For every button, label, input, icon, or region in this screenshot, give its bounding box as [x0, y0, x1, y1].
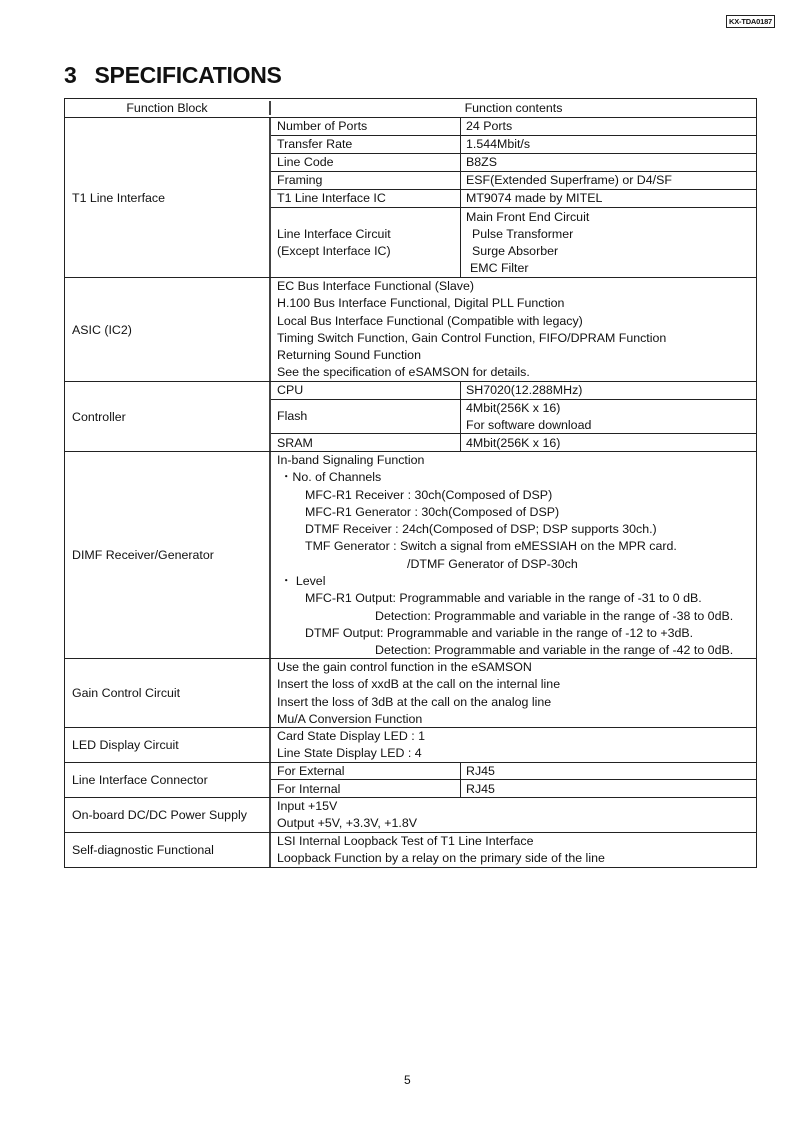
- function-block-label: On-board DC/DC Power Supply: [65, 798, 271, 832]
- spec-row: [65, 833, 756, 868]
- function-contents: [271, 278, 756, 381]
- sub-row-value: [461, 172, 756, 189]
- key-line: Line Interface Circuit: [277, 227, 391, 241]
- sub-row-key: [271, 172, 461, 189]
- sub-row-value: [461, 118, 756, 135]
- spec-row: [65, 118, 756, 278]
- value-line: EMC Filter: [470, 261, 529, 275]
- content-line: Detection: Programmable and variable in the range of -38 to 0dB.: [375, 608, 734, 623]
- key-line: For Internal: [277, 781, 341, 796]
- function-contents: [271, 382, 756, 451]
- content-line: TMF Generator : Switch a signal from eMESSIAH on the MPR card.: [305, 539, 677, 554]
- function-block-label: Controller: [65, 382, 271, 451]
- function-block-label: LED Display Circuit: [65, 728, 271, 762]
- sub-row: [271, 190, 756, 208]
- spec-row: [65, 763, 756, 798]
- key-line: Framing: [277, 173, 323, 187]
- function-block-label: Gain Control Circuit: [65, 659, 271, 727]
- value-line: ESF(Extended Superframe) or D4/SF: [466, 173, 672, 187]
- content-line: ・No. of Channels: [280, 470, 382, 485]
- sub-row-key: [271, 780, 461, 798]
- sub-row-key: [271, 763, 461, 779]
- content-line: Loopback Function by a relay on the primary side of the line: [277, 851, 605, 866]
- sub-row: [271, 118, 756, 136]
- value-line: Pulse Transformer: [472, 227, 574, 241]
- sub-row-key: [271, 136, 461, 153]
- key-line: SRAM: [277, 435, 313, 450]
- sub-row-value: [461, 400, 756, 433]
- sub-row: [271, 208, 756, 278]
- content-line: EC Bus Interface Functional (Slave): [277, 279, 474, 293]
- function-block-label: Line Interface Connector: [65, 763, 271, 797]
- content-line: Detection: Programmable and variable in the range of -42 to 0dB.: [375, 643, 734, 658]
- value-line: 24 Ports: [466, 119, 513, 133]
- function-contents: [271, 728, 756, 762]
- spec-row: [65, 278, 756, 382]
- model-number-badge: KX-TDA0187: [726, 15, 775, 28]
- content-line: Output +5V, +3.3V, +1.8V: [277, 816, 417, 831]
- page-number: 5: [404, 1073, 411, 1087]
- header-function-block: Function Block: [65, 101, 271, 115]
- page-title: [64, 62, 282, 89]
- sub-row-key: [271, 434, 461, 452]
- value-line: 1.544Mbit/s: [466, 137, 531, 151]
- function-block-label: DIMF Receiver/Generator: [65, 452, 271, 658]
- value-line: Surge Absorber: [472, 244, 559, 258]
- value-line: B8ZS: [466, 155, 497, 169]
- value-line: SH7020(12.288MHz): [466, 383, 583, 397]
- sub-row-value: [461, 382, 756, 399]
- content-line: ・ Level: [280, 574, 326, 589]
- key-line: For External: [277, 763, 345, 778]
- content-line: Mu/A Conversion Function: [277, 711, 423, 726]
- sub-row-value: [461, 190, 756, 207]
- function-block-label: T1 Line Interface: [65, 118, 271, 277]
- content-line: MFC-R1 Generator : 30ch(Composed of DSP): [305, 504, 560, 519]
- sub-row: [271, 136, 756, 154]
- content-line: Use the gain control function in the eSAMSON: [277, 660, 532, 674]
- sub-row: [271, 172, 756, 190]
- content-line: DTMF Output: Programmable and variable in the range of -12 to +3dB.: [305, 625, 694, 640]
- value-line: 4Mbit(256K x 16): [466, 435, 561, 450]
- key-line: Line Code: [277, 155, 334, 169]
- value-line: RJ45: [466, 763, 495, 778]
- content-line: Local Bus Interface Functional (Compatible with legacy): [277, 313, 583, 328]
- key-line: (Except Interface IC): [277, 244, 391, 258]
- specifications-table: [64, 98, 757, 868]
- content-line: H.100 Bus Interface Functional, Digital PLL Function: [277, 296, 565, 311]
- spec-row: [65, 659, 756, 728]
- header-function-contents: Function contents: [464, 101, 563, 115]
- sub-row-value: [461, 208, 756, 278]
- content-line: MFC-R1 Receiver : 30ch(Composed of DSP): [305, 487, 553, 502]
- sub-row-value: [461, 763, 756, 779]
- sub-row-key: [271, 154, 461, 171]
- content-line: Insert the loss of 3dB at the call on the analog line: [277, 694, 552, 709]
- content-line: DTMF Receiver : 24ch(Composed of DSP; DSP supports 30ch.): [305, 522, 657, 537]
- content-line: Insert the loss of xxdB at the call on the internal line: [277, 677, 561, 692]
- content-line: Line State Display LED : 4: [277, 746, 422, 761]
- spec-row: [65, 382, 756, 452]
- value-line: For software download: [466, 417, 592, 432]
- key-line: Number of Ports: [277, 119, 368, 133]
- sub-row-key: [271, 400, 461, 433]
- value-line: 4Mbit(256K x 16): [466, 400, 561, 415]
- function-contents: [271, 452, 756, 658]
- value-line: Main Front End Circuit: [466, 210, 590, 224]
- function-contents: [271, 118, 756, 277]
- sub-row: [271, 154, 756, 172]
- sub-row: [271, 763, 756, 780]
- spec-row: [65, 452, 756, 659]
- spec-row: [65, 798, 756, 833]
- spec-row: [65, 728, 756, 763]
- function-block-label: Self-diagnostic Functional: [65, 833, 271, 867]
- section-number: 3: [64, 62, 77, 88]
- function-block-label: ASIC (IC2): [65, 278, 271, 381]
- sub-row-value: [461, 136, 756, 153]
- sub-row: [271, 400, 756, 434]
- value-line: RJ45: [466, 781, 495, 796]
- key-line: T1 Line Interface IC: [277, 191, 386, 205]
- content-line: /DTMF Generator of DSP-30ch: [407, 556, 578, 571]
- content-line: Card State Display LED : 1: [277, 729, 426, 743]
- content-line: In-band Signaling Function: [277, 453, 425, 467]
- sub-row-key: [271, 382, 461, 399]
- content-line: Timing Switch Function, Gain Control Function, FIFO/DPRAM Function: [277, 330, 667, 345]
- section-title: SPECIFICATIONS: [94, 62, 282, 88]
- content-line: Input +15V: [277, 799, 338, 813]
- content-line: LSI Internal Loopback Test of T1 Line Interface: [277, 834, 534, 848]
- sub-row-key: [271, 208, 461, 278]
- function-contents: [271, 659, 756, 727]
- key-line: CPU: [277, 383, 304, 397]
- function-contents: [271, 798, 756, 832]
- sub-row-value: [461, 154, 756, 171]
- content-line: See the specification of eSAMSON for details.: [277, 365, 530, 380]
- function-contents: [271, 833, 756, 867]
- key-line: Flash: [277, 409, 308, 423]
- function-contents: [271, 763, 756, 797]
- sub-row: [271, 382, 756, 400]
- value-line: MT9074 made by MITEL: [466, 191, 603, 205]
- sub-row: [271, 780, 756, 798]
- sub-row-key: [271, 190, 461, 207]
- sub-row-key: [271, 118, 461, 135]
- table-header-row: [65, 99, 756, 118]
- content-line: MFC-R1 Output: Programmable and variable in the range of -31 to 0 dB.: [305, 591, 702, 606]
- content-line: Returning Sound Function: [277, 348, 421, 363]
- sub-row-value: [461, 434, 756, 452]
- key-line: Transfer Rate: [277, 137, 353, 151]
- sub-row-value: [461, 780, 756, 798]
- sub-row: [271, 434, 756, 452]
